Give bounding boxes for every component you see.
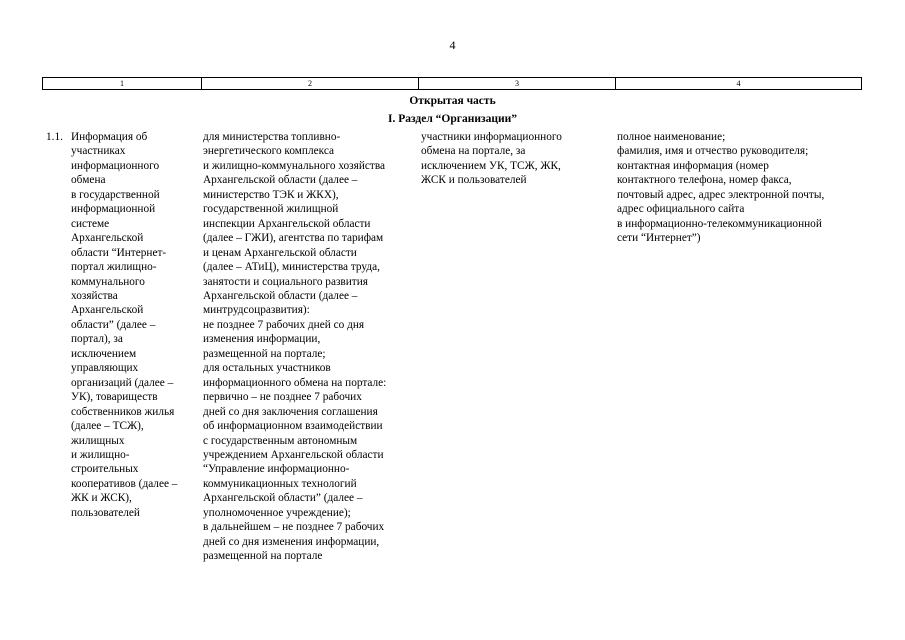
- section-title: I. Раздел “Организации”: [388, 113, 517, 125]
- content-cell: полное наименование; фамилия, имя и отчество руководителя; контактная информация (номер контактного телефона, номер факса, почтовый адрес, адрес электронной почты, адрес официального сайта в информационно-телекоммуникационной сети “Интернет”): [617, 131, 825, 245]
- column-number-4: 4: [736, 79, 741, 88]
- column-number-1: 1: [43, 78, 202, 89]
- page-number: 4: [449, 38, 456, 52]
- information-type-cell: Информация об участниках информационного обмена в государственной информационной системе Архангельской области “Интернет- портал жилищно- коммунального хозяйства Архангельской области” (далее – портал), за исключением управляющих организаций (далее – УК), товариществ собственников жилья (далее – ТСЖ), жилищных и жилищно- строительных кооперативов (далее – ЖК и ЖСК), пользователей: [71, 131, 178, 519]
- column-number-header: [42, 77, 862, 90]
- responsible-cell: участники информационного обмена на портале, за исключением УК, ТСЖ, ЖК, ЖСК и пользователей: [421, 131, 562, 187]
- deadline-cell: для министерства топливно- энергетического комплекса и жилищно-коммунального хозяйства Архангельской области (далее – министерство ТЭК и ЖКХ), государственной жилищной инспекции Архангельской области (далее – ГЖИ), агентства по тарифам и ценам Архангельской области (далее – АТиЦ), министерства труда, занятости и социального развития Архангельской области (далее – минтрудсоцразвития): не позднее 7 рабочих дней со дня изменения информации, размещенной на портале; для остальных участников информационного обмена на портале: первично – не позднее 7 рабочих дней со дня заключения соглашения об информационном взаимодействии с государственным автономным учреждением Архангельской области “Управление информационно- коммуникационных технологий Архангельской области” (далее – уполномоченное учреждение); в дальнейшем – не позднее 7 рабочих дней со дня изменения информации, размещенной на портале: [203, 131, 387, 563]
- column-number-2: 2: [202, 78, 419, 89]
- row-number: 1.1.: [46, 131, 63, 143]
- column-number-3: 3: [419, 78, 616, 89]
- part-title: Открытая часть: [409, 95, 496, 107]
